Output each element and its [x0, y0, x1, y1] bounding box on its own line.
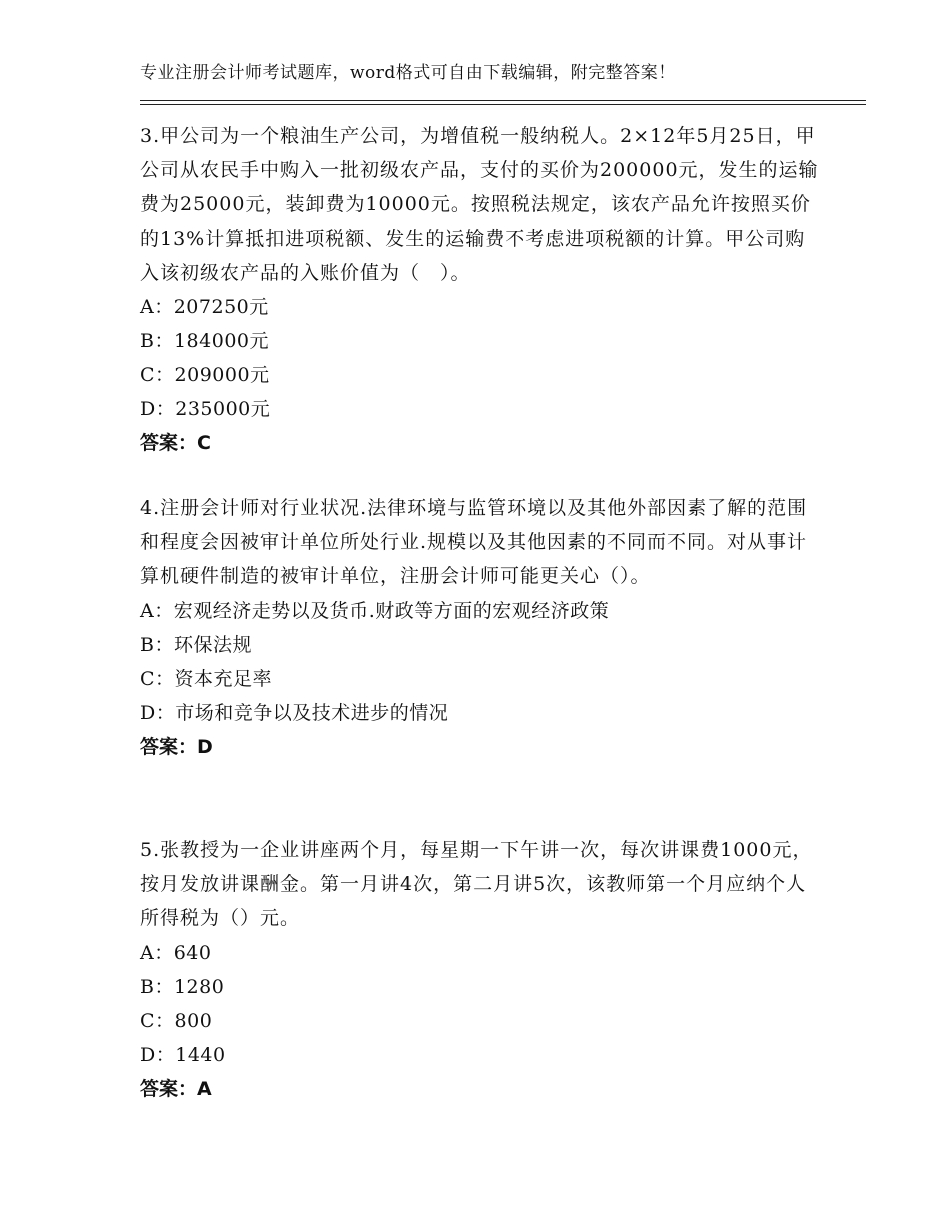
question-5: [140, 833, 820, 1106]
question-stem: 3.甲公司为一个粮油生产公司，为增值税一般纳税人。2×12年5月25日，甲公司从农民手中购入一批初级农产品，支付的买价为200000元，发生的运输费为25000元，装卸费为10000元。按照税法规定，该农产品允许按照买价的13%计算抵扣进项税额、发生的运输费不考虑进项税额的计算。甲公司购入该初级农产品的入账价值为（ ）。: [140, 125, 819, 284]
option-b: B：184000元: [140, 330, 269, 353]
option-b: B：环保法规: [140, 633, 252, 656]
option-a: A：207250元: [140, 296, 269, 319]
header-divider-top: [140, 100, 866, 101]
option-b: B：1280: [140, 975, 225, 998]
answer-label: 答案：D: [140, 735, 213, 758]
option-c: C：800: [140, 1009, 213, 1032]
answer-label: 答案：A: [140, 1077, 212, 1100]
option-a: A：宏观经济走势以及货币.财政等方面的宏观经济政策: [140, 599, 610, 622]
question-4: [140, 491, 820, 764]
option-a: A：640: [140, 941, 212, 964]
page-header: 专业注册会计师考试题库，word格式可自由下载编辑，附完整答案！: [140, 63, 676, 83]
question-3: [140, 119, 820, 460]
option-d: D：市场和竞争以及技术进步的情况: [140, 701, 449, 724]
header-divider-bottom: [140, 104, 866, 105]
option-d: D：1440: [140, 1043, 226, 1066]
question-stem: 4.注册会计师对行业状况.法律环境与监管环境以及其他外部因素了解的范围和程度会因被审计单位所处行业.规模以及其他因素的不同而不同。对从事计算机硬件制造的被审计单位，注册会计师可能更关心（）。: [140, 497, 808, 588]
option-d: D：235000元: [140, 398, 271, 421]
option-c: C：资本充足率: [140, 667, 273, 690]
option-c: C：209000元: [140, 364, 270, 387]
question-stem: 5.张教授为一企业讲座两个月，每星期一下午讲一次，每次讲课费1000元，按月发放讲课酬金。第一月讲4次，第二月讲5次，该教师第一个月应纳个人所得税为（）元。: [140, 839, 813, 930]
answer-label: 答案：C: [140, 432, 211, 455]
